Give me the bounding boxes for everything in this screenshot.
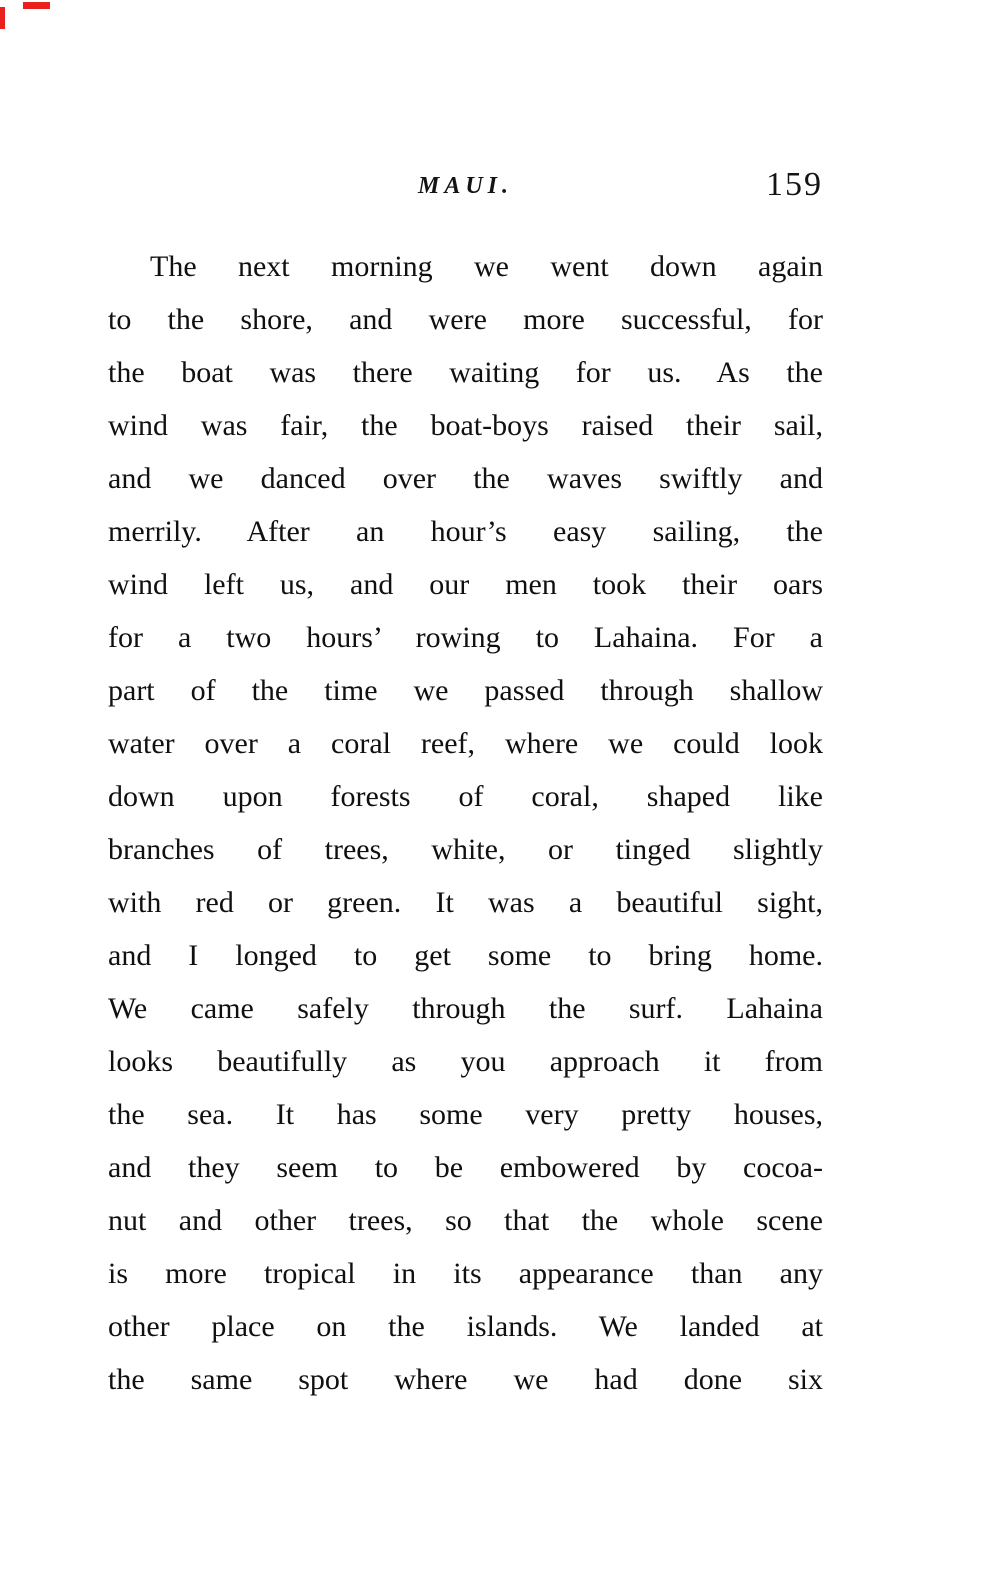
running-title: MAUI. bbox=[417, 173, 514, 199]
text-line: for a two hours’ rowing to Lahaina. For a bbox=[108, 621, 823, 654]
text-line: nut and other trees, so that the whole scene bbox=[108, 1204, 823, 1237]
scan-mark-left bbox=[0, 7, 5, 29]
text-line: is more tropical in its appearance than any bbox=[108, 1257, 823, 1290]
text-line: wind was fair, the boat-boys raised their sail, bbox=[108, 409, 823, 442]
text-line: We came safely through the surf. Lahaina bbox=[108, 992, 823, 1025]
text-line: with red or green. It was a beautiful sight, bbox=[108, 886, 823, 919]
text-line: the same spot where we had done six bbox=[108, 1363, 823, 1396]
text-line: looks beautifully as you approach it from bbox=[108, 1045, 823, 1078]
text-line: part of the time we passed through shallow bbox=[108, 674, 823, 707]
text-line: down upon forests of coral, shaped like bbox=[108, 780, 823, 813]
text-line: and we danced over the waves swiftly and bbox=[108, 462, 823, 495]
page-body-text bbox=[108, 240, 823, 1406]
text-line: merrily. After an hour’s easy sailing, the bbox=[108, 515, 823, 548]
page-header bbox=[108, 166, 823, 206]
scan-mark-top bbox=[23, 2, 50, 9]
text-line: other place on the islands. We landed at bbox=[108, 1310, 823, 1343]
text-line: water over a coral reef, where we could look bbox=[108, 727, 823, 760]
text-line: branches of trees, white, or tinged slightly bbox=[108, 833, 823, 866]
text-line: The next morning we went down again bbox=[150, 250, 823, 283]
text-line: to the shore, and were more successful, for bbox=[108, 303, 823, 336]
text-line: the boat was there waiting for us. As the bbox=[108, 356, 823, 389]
page-number: 159 bbox=[766, 166, 823, 203]
text-line: and they seem to be embowered by cocoa- bbox=[108, 1151, 823, 1184]
text-line: and I longed to get some to bring home. bbox=[108, 939, 823, 972]
text-line: the sea. It has some very pretty houses, bbox=[108, 1098, 823, 1131]
text-line: wind left us, and our men took their oars bbox=[108, 568, 823, 601]
